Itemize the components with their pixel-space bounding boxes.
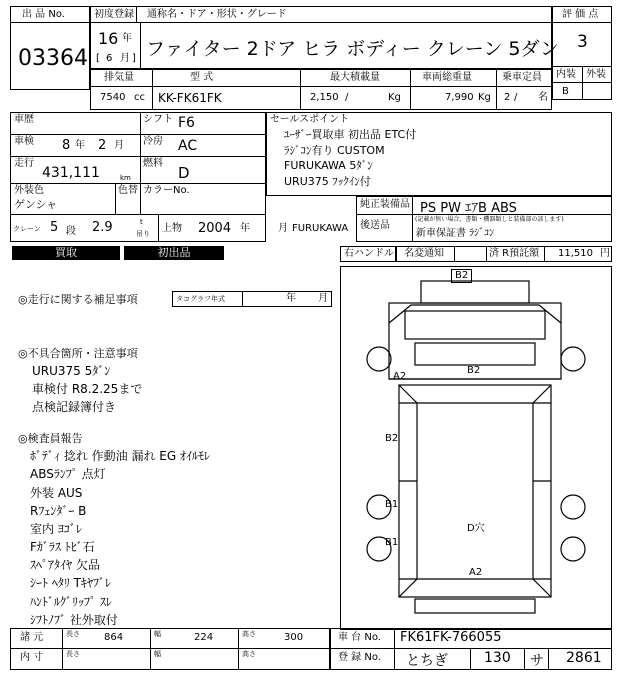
rating-value: 3 <box>577 32 588 52</box>
ext-color-label: 外装色 <box>14 185 44 196</box>
mileage-label: 走行 <box>14 158 34 169</box>
capacity: 2 <box>504 92 511 103</box>
options-note: (記載が無い場合、書類・機器類しと装備部の該します) <box>415 216 564 223</box>
crane-tons-unit-top: t <box>140 218 143 226</box>
inspection-month: 2 <box>98 138 107 153</box>
lot-label: 出 品 No. <box>22 9 65 20</box>
color-no-label2: カラーNo. <box>143 185 190 196</box>
inspector-line: 外装 AUS <box>30 486 83 500</box>
inspector-line: ｽﾍﾟｱﾀｲﾔ 欠品 <box>30 558 100 572</box>
right-handle: 右ハンドル <box>344 248 394 259</box>
max-load-slash: / <box>345 92 349 103</box>
interior-grade: B <box>562 86 569 97</box>
name-header: 通称名・ドア・形状・グレード <box>147 9 287 20</box>
capacity-unit: 名 <box>538 92 548 103</box>
crane-year: 2004 <box>198 221 232 236</box>
equipment-label: 純正装備品 <box>360 199 410 210</box>
ac-label: 冷房 <box>143 136 163 147</box>
interior-dims-label: 内 寸 <box>20 652 44 663</box>
footer-dims <box>10 628 330 670</box>
height-label: 高さ <box>242 630 256 638</box>
first-reg-label: 初度登録 <box>94 9 134 20</box>
inspector-line: ﾊﾝﾄﾞﾙｸﾞﾘｯﾌﾟ ｽﾚ <box>30 595 112 609</box>
equipment-value: PS PW ｴｱB ABS <box>420 201 517 216</box>
lot-number: 03364 <box>18 46 88 71</box>
inspector-title: ◎検査員報告 <box>18 432 83 445</box>
fuel-label: 燃料 <box>143 158 163 169</box>
tacho-label: タコグラフ年式 <box>176 295 225 303</box>
ext-color: ゲンシャ <box>14 198 58 211</box>
tacho-month-unit: 月 <box>318 293 328 304</box>
first-listing-badge: 初出品 <box>124 246 224 260</box>
chassis-number: FK61FK-766055 <box>400 630 502 645</box>
displacement-label: 排気量 <box>104 72 134 83</box>
max-load-unit: Kg <box>388 92 401 103</box>
crane-maker: FURUKAWA <box>292 223 349 234</box>
crane-tons-unit-bottom: 吊り <box>136 230 150 238</box>
sales-point-line: URU375 ﾌｯｸｲﾝ付 <box>284 175 371 188</box>
crane-stages: 5 <box>50 220 59 235</box>
height: 300 <box>284 632 304 643</box>
max-load-label: 最大積載量 <box>330 72 380 83</box>
reg-area: とちぎ <box>406 653 448 669</box>
reg-label: 登 録 No. <box>338 652 381 663</box>
driving-title: ◎走行に関する補足事項 <box>18 293 138 306</box>
recycle-label: 済 R預託額 <box>489 248 540 259</box>
reg-number: 2861 <box>566 650 602 666</box>
crane-stages-unit: 段 <box>66 226 76 237</box>
inspector-line: Rﾌｪﾝﾀﾞｰ B <box>30 504 87 518</box>
recycle-amount: 11,510 <box>558 248 593 259</box>
capacity-slash: / <box>514 92 518 103</box>
ac-value: AC <box>178 138 198 154</box>
inspector-line: ABSﾗﾝﾌﾟ 点灯 <box>30 467 106 481</box>
inspector-line: ﾎﾞﾃﾞｨ 捻れ 作動油 漏れ EG ｵｲﾙﾓﾚ <box>30 449 210 463</box>
damage-mark: B2 <box>385 433 399 444</box>
defect-line: URU375 5ﾀﾞﾝ <box>32 364 111 378</box>
inspection-month-unit: 月 <box>114 140 124 151</box>
sales-points-title: セールスポイント <box>270 114 350 125</box>
gross-weight: 7,990 <box>445 92 474 103</box>
crane-label: クレーン <box>13 225 41 233</box>
displacement: 7540 <box>100 92 126 103</box>
rating-label: 評 価 点 <box>562 9 599 20</box>
inspection-label: 車検 <box>14 136 34 147</box>
damage-mark: A2 <box>469 567 483 578</box>
dims-label: 諸 元 <box>20 632 44 643</box>
mileage-unit: km <box>120 174 131 182</box>
inspection-year: 8 <box>62 138 71 153</box>
recycle-unit: 円 <box>600 248 610 259</box>
defect-line: 点検記録簿付き <box>32 400 117 414</box>
gross-weight-unit: Kg <box>478 92 491 103</box>
exterior-label: 外装 <box>586 69 606 80</box>
length-label: 長さ <box>66 630 80 638</box>
interior-label: 内装 <box>556 69 576 80</box>
sales-point-line: ﾕｰｻﾞｰ買取車 初出品 ETC付 <box>284 128 417 141</box>
crane-year-unit: 年 <box>240 223 250 234</box>
damage-mark: B1 <box>385 499 399 510</box>
tacho-year-unit: 年 <box>286 293 296 304</box>
truck-diagram <box>340 266 612 630</box>
inspection-year-unit: 年 <box>75 140 85 151</box>
shift-label: シフト <box>143 114 173 125</box>
inspector-line: 室内 ﾖｺﾞﾚ <box>30 522 82 536</box>
capacity-label: 乗車定員 <box>502 72 542 83</box>
damage-mark: A2 <box>393 371 407 382</box>
model-code: KK-FK61FK <box>158 91 222 105</box>
damage-mark: B2 <box>467 365 481 376</box>
crane-month-unit: 月 <box>278 223 288 234</box>
reg-kana: サ <box>530 653 544 669</box>
reg-month: 6 <box>106 53 113 64</box>
width-label: 幅 <box>154 630 161 638</box>
reg-month-unit: 月 <box>120 53 130 64</box>
length: 864 <box>104 632 124 643</box>
gross-weight-label: 車両総重量 <box>422 72 472 83</box>
displacement-unit: cc <box>134 92 145 103</box>
name-change-label: 名変通知 <box>404 248 444 259</box>
crane-tons: 2.9 <box>92 220 113 235</box>
fuel-value: D <box>178 164 190 182</box>
damage-mark: D穴 <box>467 523 485 534</box>
sales-point-line: ﾗｼﾞｺﾝ有り CUSTOM <box>284 144 385 157</box>
options-label: 後送品 <box>360 220 390 231</box>
inspector-line: Fｶﾞﾗｽ ﾄﾋﾞ石 <box>30 540 95 554</box>
width: 224 <box>194 632 214 643</box>
model-label: 型 式 <box>190 72 214 83</box>
options-value: 新車保証書 ﾗｼﾞｺﾝ <box>416 228 495 239</box>
color-no-label: 色替 <box>118 185 138 196</box>
reg-year-unit: 年 <box>122 33 132 44</box>
model-name: ファイター 2ドア ヒラ ボディー クレーン 5ダン <box>146 38 559 60</box>
damage-mark: B2 <box>451 269 472 283</box>
max-load: 2,150 <box>310 92 339 103</box>
chassis-label: 車 台 No. <box>338 632 381 643</box>
defects-title: ◎不具合箇所・注意事項 <box>18 347 138 360</box>
damage-mark: B1 <box>385 537 399 548</box>
sales-point-line: FURUKAWA 5ﾀﾞﾝ <box>284 159 373 172</box>
reg-year: 16 <box>98 29 119 48</box>
shift-value: F6 <box>178 115 195 131</box>
crane-year-label: 上物 <box>162 223 182 234</box>
inspector-line: ｼﾌﾄﾉﾌﾞ 社外取付 <box>30 613 118 627</box>
buyback-badge: 買取 <box>12 246 120 260</box>
mileage: 431,111 <box>42 165 100 181</box>
reg-class: 130 <box>484 650 511 666</box>
defect-line: 車検付 R8.2.25まで <box>32 382 143 396</box>
inspector-line: ｼｰﾄ ﾍﾀﾘ Tｷﾔﾌﾞﾚ <box>30 576 111 590</box>
history-label: 車歴 <box>14 114 34 125</box>
